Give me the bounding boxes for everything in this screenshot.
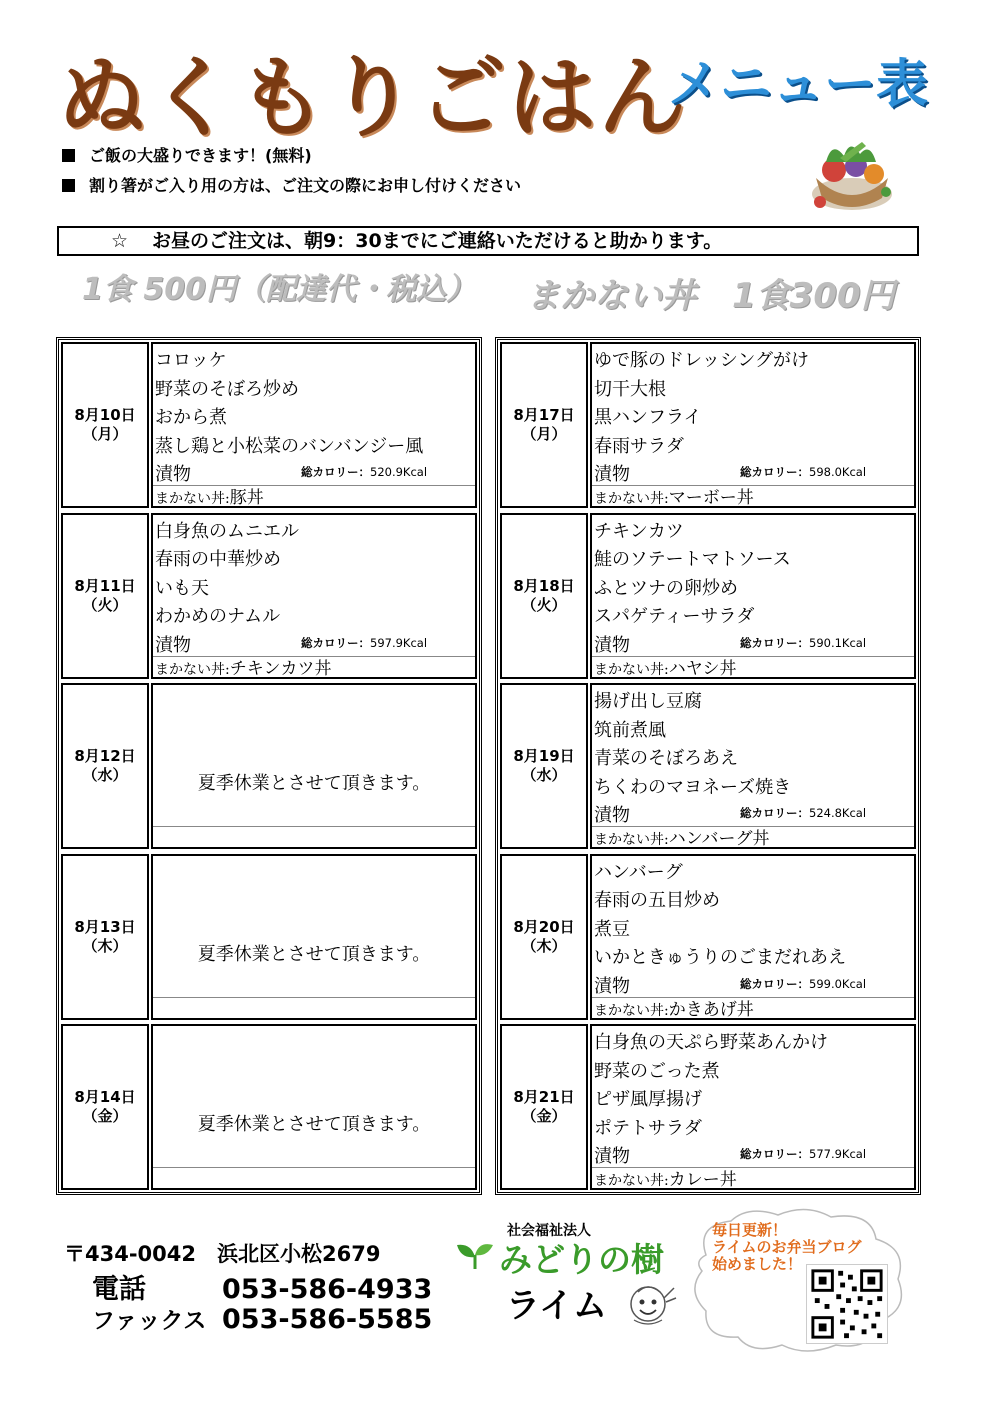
order-deadline-box bbox=[57, 226, 919, 256]
date-cell: 8月13日 （木） bbox=[61, 854, 149, 1020]
menu-items: 白身魚のムニエル 春雨の中華炒め いも天 わかめのナムル 漬物 bbox=[155, 520, 299, 656]
menu-cell bbox=[151, 1024, 477, 1190]
date-cell: 8月14日 （金） bbox=[61, 1024, 149, 1190]
makanai-don: まかない丼:マーボー丼 bbox=[594, 488, 754, 508]
org-type: 社会福祉法人 bbox=[507, 1223, 591, 1239]
makanai-don: まかない丼:豚丼 bbox=[155, 488, 264, 508]
day-row bbox=[498, 681, 918, 851]
qr-code-icon[interactable] bbox=[806, 1264, 888, 1344]
makanai-don: まかない丼:ハンバーグ丼 bbox=[594, 829, 770, 849]
calorie-total: 総カロリー：599.0Kcal bbox=[740, 976, 867, 991]
menu-cell bbox=[151, 854, 477, 1020]
fax-number: 053-586-5585 bbox=[222, 1304, 433, 1335]
day-row bbox=[59, 511, 479, 681]
page-title: ぬくもりごはん bbox=[58, 45, 689, 149]
menu-items: ゆで豚のドレッシングがけ 切干大根 黒ハンフライ 春雨サラダ 漬物 bbox=[594, 350, 810, 485]
phone-label: 電話 bbox=[92, 1274, 146, 1305]
day-row bbox=[59, 681, 479, 851]
makanai-don: まかない丼:かきあげ丼 bbox=[594, 999, 754, 1020]
fax-line bbox=[92, 1302, 432, 1335]
calorie-total: 総カロリー：590.1Kcal bbox=[740, 635, 867, 650]
date-cell: 8月17日 （月） bbox=[500, 342, 588, 508]
blog-announcement: 毎日更新！ ライムのお弁当ブログ 始めました！ bbox=[712, 1221, 862, 1273]
mascot-icon bbox=[620, 1280, 680, 1336]
day-row bbox=[59, 1022, 479, 1192]
address: 〒434-0042 浜北区小松2679 bbox=[64, 1242, 381, 1266]
date-cell: 8月19日 （水） bbox=[500, 683, 588, 849]
page-subtitle: メニュー表 bbox=[668, 55, 929, 115]
menu-items: チキンカツ 鮭のソテートマトソース ふとツナの卵炒め スパゲティーサラダ 漬物 bbox=[594, 520, 791, 656]
menu-items: コロッケ 野菜のそぼろ炒め おから煮 蒸し鶏と小松菜のバンバンジー風 漬物 bbox=[155, 350, 424, 485]
holiday-notice: 夏季休業とさせて頂きます。 bbox=[197, 943, 431, 965]
makanai-don: まかない丼:ハヤシ丼 bbox=[594, 658, 737, 679]
date-cell: 8月11日 （火） bbox=[61, 513, 149, 679]
makanai-price: まかない丼 1食300円 bbox=[526, 276, 895, 316]
brand-name: ライム bbox=[506, 1286, 607, 1326]
fax-label: ファックス bbox=[92, 1308, 207, 1334]
deadline-text: お昼のご注文は、朝9：30までにご連絡いただけると助かります。 bbox=[152, 230, 723, 252]
makanai-don: まかない丼:カレー丼 bbox=[594, 1170, 737, 1190]
holiday-notice: 夏季休業とさせて頂きます。 bbox=[197, 773, 431, 794]
holiday-notice: 夏季休業とさせて頂きます。 bbox=[197, 1114, 431, 1135]
menu-column-left bbox=[56, 337, 482, 1195]
calorie-total: 総カロリー：520.9Kcal bbox=[301, 465, 428, 479]
day-row bbox=[59, 852, 479, 1022]
phone-line bbox=[92, 1267, 432, 1306]
leaf-icon bbox=[455, 1241, 495, 1271]
calorie-total: 総カロリー：524.8Kcal bbox=[740, 806, 867, 820]
menu-items: 白身魚の天ぷら野菜あんかけ 野菜のごった煮 ピザ風厚揚げ ポテトサラダ 漬物 bbox=[594, 1032, 828, 1167]
star-icon: ☆ bbox=[111, 230, 129, 252]
day-row bbox=[498, 852, 918, 1022]
calorie-total: 総カロリー：577.9Kcal bbox=[740, 1147, 867, 1161]
menu-cell bbox=[590, 513, 916, 679]
menu-column-right bbox=[495, 337, 921, 1195]
day-row bbox=[498, 1022, 918, 1192]
org-name-text: みどりの樹 bbox=[499, 1240, 664, 1279]
menu-cell bbox=[590, 854, 916, 1020]
menu-cell bbox=[590, 683, 916, 849]
menu-cell bbox=[151, 683, 477, 849]
note-large-rice: ご飯の大盛りできます！(無料) bbox=[62, 143, 312, 166]
note-chopsticks: 割り箸がご入り用の方は、ご注文の際にお申し付けください bbox=[62, 173, 521, 196]
menu-cell bbox=[151, 513, 477, 679]
date-cell: 8月18日 （火） bbox=[500, 513, 588, 679]
day-row bbox=[498, 340, 918, 510]
menu-cell bbox=[590, 1024, 916, 1190]
calorie-total: 総カロリー：598.0Kcal bbox=[740, 465, 867, 479]
square-bullet-icon bbox=[62, 179, 75, 192]
date-cell: 8月12日 （水） bbox=[61, 683, 149, 849]
day-row bbox=[498, 511, 918, 681]
makanai-don: まかない丼:チキンカツ丼 bbox=[155, 658, 332, 679]
date-cell: 8月20日 （木） bbox=[500, 854, 588, 1020]
date-cell: 8月21日 （金） bbox=[500, 1024, 588, 1190]
calorie-total: 総カロリー：597.9Kcal bbox=[301, 635, 428, 650]
square-bullet-icon bbox=[62, 149, 75, 162]
day-row bbox=[59, 340, 479, 510]
date-cell: 8月10日 （月） bbox=[61, 342, 149, 508]
vegetable-basket-icon bbox=[800, 132, 900, 214]
menu-items: ハンバーグ 春雨の五目炒め 煮豆 いかときゅうりのごまだれあえ 漬物 bbox=[594, 861, 846, 997]
menu-items: 揚げ出し豆腐 筑前煮風 青菜のそぼろあえ ちくわのマヨネーズ焼き 漬物 bbox=[594, 691, 792, 826]
regular-price: 1食 500円（配達代・税込） bbox=[82, 272, 476, 307]
org-logo bbox=[455, 1234, 664, 1281]
phone-number[interactable]: 053-586-4933 bbox=[222, 1274, 433, 1305]
menu-cell bbox=[151, 342, 477, 508]
menu-cell bbox=[590, 342, 916, 508]
